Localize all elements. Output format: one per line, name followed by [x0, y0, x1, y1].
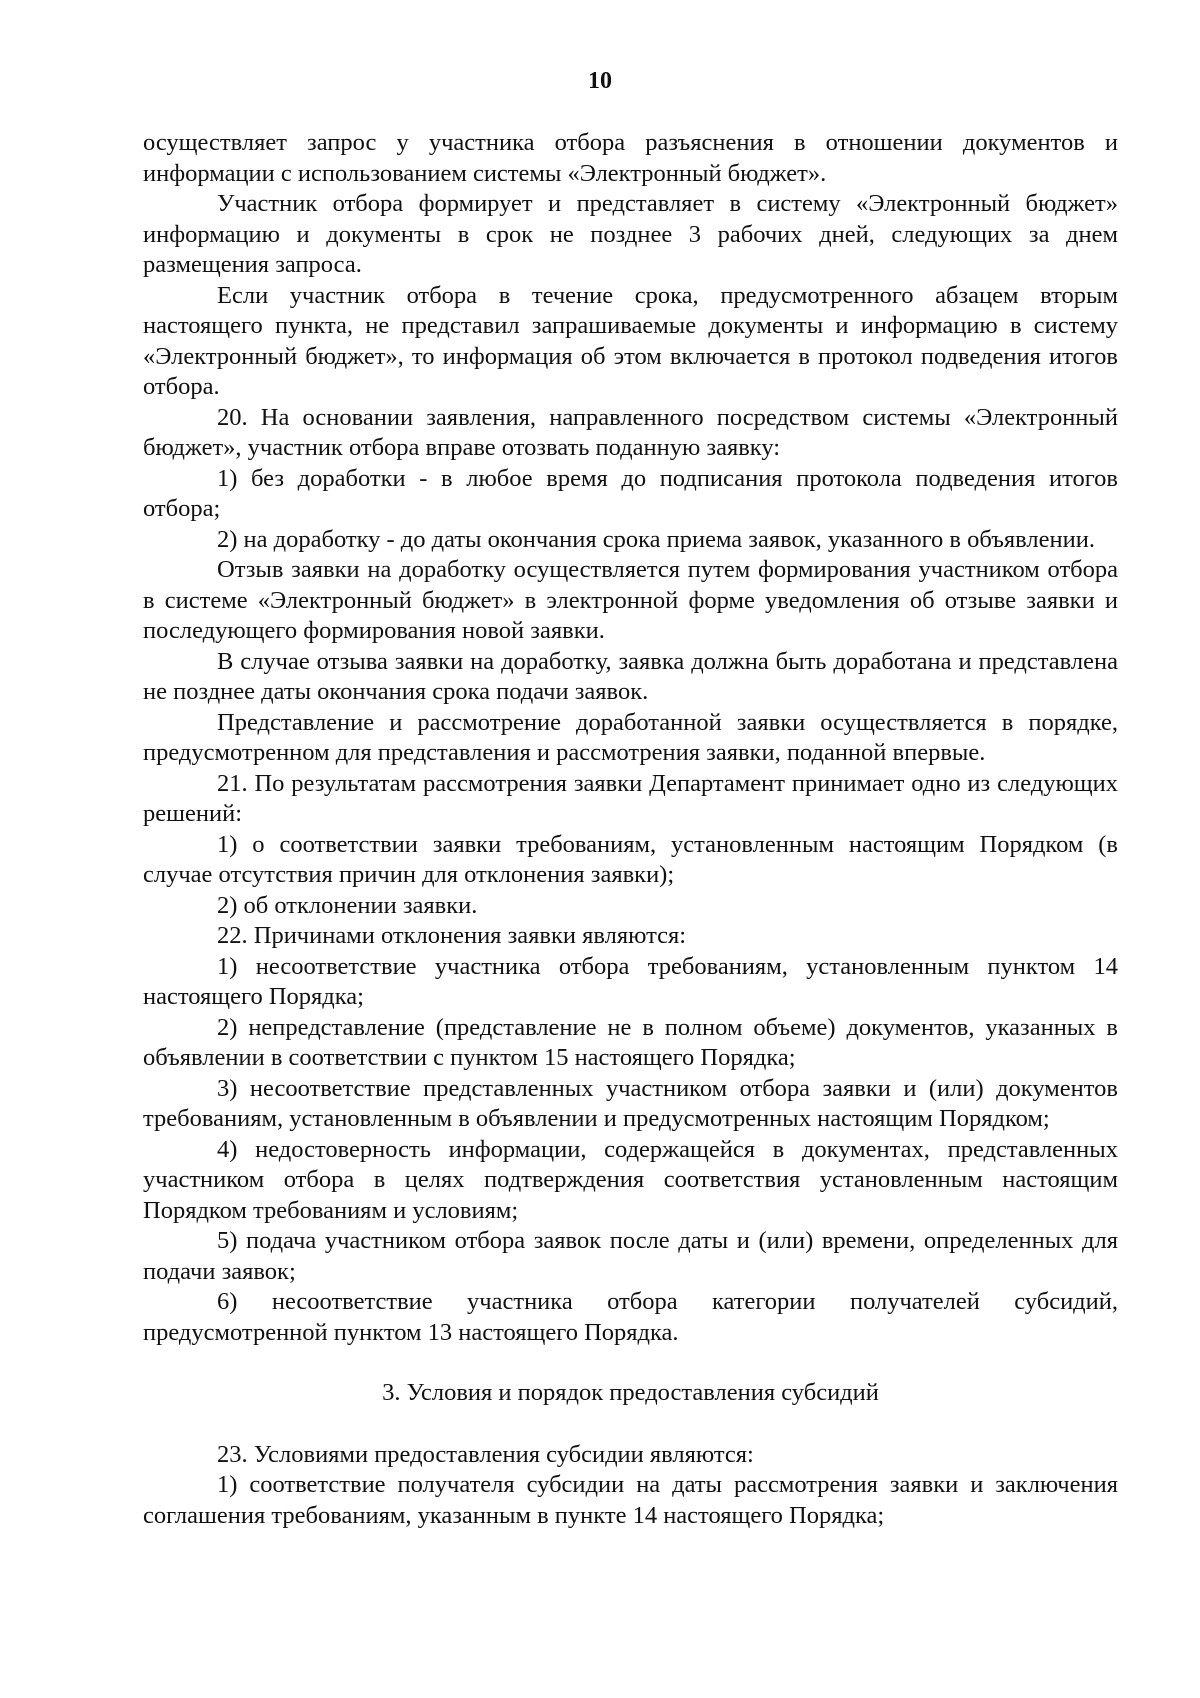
list-item: 2) непредставление (представление не в полном объеме) документов, указанных в объявлении в соответствии с пунктом 15 настоящего Порядка;: [143, 1013, 1118, 1071]
paragraph: Представление и рассмотрение доработанной заявки осуществляется в порядке, предусмотренном для представления и рассмотрения заявки, поданной впервые.: [143, 708, 1118, 766]
list-item: 1) без доработки - в любое время до подписания протокола подведения итогов отбора;: [143, 464, 1118, 522]
list-item: 2) на доработку - до даты окончания срока приема заявок, указанного в объявлении.: [217, 525, 1095, 553]
list-item: 1) несоответствие участника отбора требованиям, установленным пунктом 14 настоящего Порядка;: [143, 952, 1118, 1010]
list-item: 1) о соответствии заявки требованиям, установленным настоящим Порядком (в случае отсутствия причин для отклонения заявки);: [143, 830, 1118, 888]
paragraph: В случае отзыва заявки на доработку, заявка должна быть доработана и представлена не позднее даты окончания срока подачи заявок.: [143, 647, 1118, 705]
document-body: [143, 128, 1118, 1531]
paragraph-item-20: 20. На основании заявления, направленного посредством системы «Электронный бюджет», участник отбора вправе отозвать поданную заявку:: [143, 403, 1118, 461]
paragraph-item-23: 23. Условиями предоставления субсидии являются:: [217, 1440, 754, 1468]
paragraph: Если участник отбора в течение срока, предусмотренного абзацем вторым настоящего пункта, не представил запрашиваемые документы и информацию в систему «Электронный бюджет», то информация об этом включается в протокол подведения итогов отбора.: [143, 281, 1118, 400]
list-item: 5) подача участником отбора заявок после даты и (или) времени, определенных для подачи заявок;: [143, 1227, 1118, 1285]
list-item: 1) соответствие получателя субсидии на даты рассмотрения заявки и заключения соглашения требованиям, указанным в пункте 14 настоящего Порядка;: [143, 1471, 1118, 1529]
paragraph: Отзыв заявки на доработку осуществляется путем формирования участником отбора в системе «Электронный бюджет» в электронной форме уведомления об отзыве заявки и последующего формирования новой заявки.: [143, 556, 1118, 644]
list-item: 3) несоответствие представленных участником отбора заявки и (или) документов требованиям, установленным в объявлении и предусмотренных настоящим Порядком;: [143, 1074, 1118, 1132]
list-item: 2) об отклонении заявки.: [217, 891, 478, 919]
paragraph-item-22: 22. Причинами отклонения заявки являются:: [217, 922, 687, 949]
list-item: 6) несоответствие участника отбора категории получателей субсидий, предусмотренной пунктом 13 настоящего Порядка.: [143, 1288, 1118, 1346]
page-number: 10: [588, 68, 612, 94]
paragraph-item-21: 21. По результатам рассмотрения заявки Департамент принимает одно из следующих решений:: [143, 769, 1118, 827]
paragraph: осуществляет запрос у участника отбора разъяснения в отношении документов и информации с использованием системы «Электронный бюджет».: [143, 129, 1118, 187]
section-heading: 3. Условия и порядок предоставления субсидий: [382, 1379, 879, 1406]
paragraph: Участник отбора формирует и представляет в систему «Электронный бюджет» информацию и документы в срок не позднее 3 рабочих дней, следующих за днем размещения запроса.: [143, 190, 1118, 278]
list-item: 4) недостоверность информации, содержащейся в документах, представленных участником отбора в целях подтверждения соответствия установленным настоящим Порядком требованиям и условиям;: [143, 1135, 1118, 1224]
